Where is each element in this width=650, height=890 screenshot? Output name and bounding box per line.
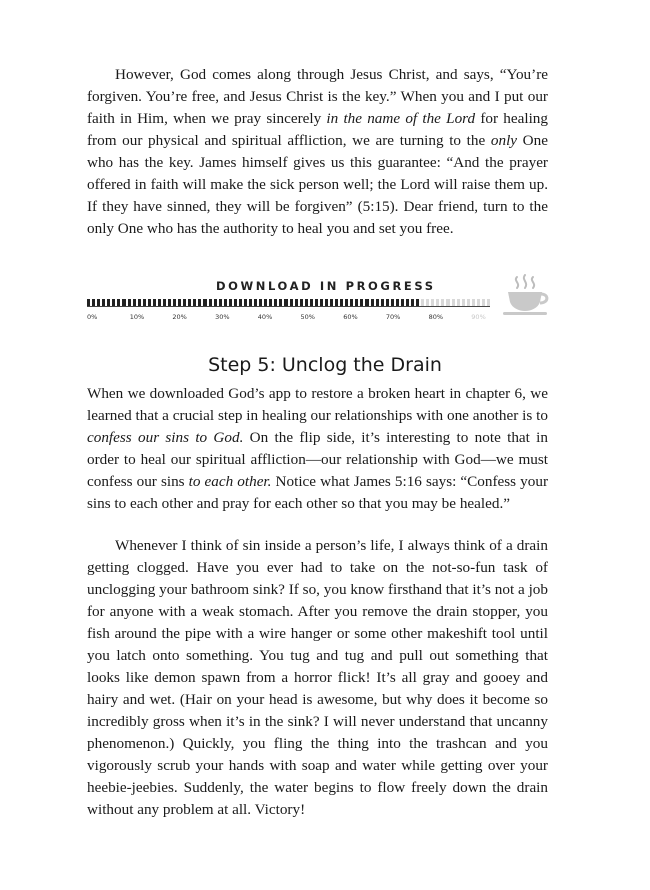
progress-segment	[335, 299, 338, 306]
progress-tick-label: 50%	[300, 313, 315, 321]
progress-segment	[203, 299, 206, 306]
progress-segment	[183, 299, 186, 306]
progress-segment	[355, 299, 358, 306]
progress-segment	[462, 299, 465, 306]
progress-tick-label: 60%	[343, 313, 358, 321]
progress-segment	[310, 299, 313, 306]
progress-segment	[290, 299, 293, 306]
progress-segment	[472, 299, 475, 306]
progress-segment	[441, 299, 444, 306]
progress-segment	[381, 299, 384, 306]
progress-segment	[188, 299, 191, 306]
progress-tick-label: 20%	[172, 313, 187, 321]
download-progress-title: DOWNLOAD IN PROGRESS	[216, 279, 436, 293]
progress-segment	[234, 299, 237, 306]
progress-tick-label: 30%	[215, 313, 230, 321]
progress-segment	[224, 299, 227, 306]
progress-segment	[143, 299, 146, 306]
progress-segment	[330, 299, 333, 306]
progress-segment	[350, 299, 353, 306]
progress-segment	[477, 299, 480, 306]
progress-segment	[300, 299, 303, 306]
progress-segment	[401, 299, 404, 306]
progress-segment	[371, 299, 374, 306]
progress-segment	[325, 299, 328, 306]
progress-segment	[107, 299, 110, 306]
progress-segment	[411, 299, 414, 306]
progress-segment	[386, 299, 389, 306]
progress-segment	[482, 299, 485, 306]
progress-segment	[112, 299, 115, 306]
progress-segment	[416, 299, 419, 306]
progress-segment	[279, 299, 282, 306]
progress-segment	[193, 299, 196, 306]
progress-segment	[365, 299, 368, 306]
progress-segment	[295, 299, 298, 306]
progress-segment	[168, 299, 171, 306]
progress-segment	[219, 299, 222, 306]
progress-segment	[92, 299, 95, 306]
progress-segment	[284, 299, 287, 306]
progress-bar	[87, 299, 490, 306]
text-run: On the flip side, it’s interesting to note that in order to heal our spiritual affliction—our relationship with God—we must confess our sins	[87, 429, 548, 490]
emphasis-text: confess our sins to God.	[87, 429, 244, 446]
progress-segment	[421, 299, 424, 306]
progress-segment	[269, 299, 272, 306]
progress-segment	[133, 299, 136, 306]
progress-segment	[178, 299, 181, 306]
progress-segment	[209, 299, 212, 306]
progress-segment	[254, 299, 257, 306]
progress-segment	[487, 299, 490, 306]
emphasis-text: only	[490, 132, 518, 149]
progress-segment	[264, 299, 267, 306]
progress-segment	[244, 299, 247, 306]
progress-tick-label: 10%	[129, 313, 145, 321]
progress-segment	[315, 299, 318, 306]
progress-segment	[259, 299, 262, 306]
progress-segment	[198, 299, 201, 306]
progress-segment	[229, 299, 232, 306]
progress-segment	[360, 299, 363, 306]
progress-segment	[426, 299, 429, 306]
progress-segment	[148, 299, 151, 306]
progress-segment	[153, 299, 156, 306]
progress-tick-label: 80%	[428, 313, 444, 321]
paragraph-faith	[87, 64, 548, 240]
progress-segment	[163, 299, 166, 306]
progress-tick-label: 40%	[257, 313, 273, 321]
progress-segment	[138, 299, 141, 306]
progress-segment	[320, 299, 323, 306]
paragraph-confess	[87, 383, 548, 515]
progress-segment	[305, 299, 308, 306]
progress-segment	[345, 299, 348, 306]
progress-segment	[173, 299, 176, 306]
progress-segment	[391, 299, 394, 306]
emphasis-text: to each other.	[188, 473, 272, 490]
progress-baseline	[87, 306, 490, 307]
progress-segment	[436, 299, 439, 306]
progress-tick-label: 0%	[87, 313, 98, 321]
coffee-cup-icon	[500, 274, 550, 318]
progress-segment	[467, 299, 470, 306]
paragraph-drain: Whenever I think of sin inside a person’s life, I always think of a drain getting clogged. Have you ever had to take on the not-so-fun task of unclogging your bathroom sink? If so, you know firsthand that it’s not a job for anyone with a weak stomach. After you remove the drain stopper, you fish around the pipe with a wire hanger or some other makeshift tool until you latch onto something. You tug and tug and pull out something that looks like demon spawn from a horror flick! It’s all gray and gooey and hairy and wet. (Hair on your head is awesome, but why does it become so incredibly gross when it’s in the sink? I will never understand that uncanny phenomenon.) Quickly, you fling the thing into the trashcan and you vigorously scrub your hands with soap and water while getting over your heebie-jeebies. Suddenly, the water begins to flow freely down the drain without any problem at all. Victory!	[87, 537, 548, 818]
text-run: However, God comes along through Jesus Christ, and says, “You’re forgiven. You’re free, and Jesus Christ is the key.” When you and I put our faith in Him, when we pray sincerely	[87, 66, 548, 127]
progress-segment	[87, 299, 90, 306]
emphasis-text: in the name of the Lord	[326, 110, 476, 127]
progress-segment	[102, 299, 105, 306]
progress-segment	[117, 299, 120, 306]
progress-segment	[340, 299, 343, 306]
progress-segment	[122, 299, 125, 306]
progress-tick-labels	[87, 313, 507, 323]
progress-segment	[431, 299, 434, 306]
progress-segment	[239, 299, 242, 306]
section-heading: Step 5: Unclog the Drain	[208, 354, 442, 376]
progress-segment	[457, 299, 460, 306]
progress-segment	[446, 299, 449, 306]
progress-segment	[249, 299, 252, 306]
progress-segment	[452, 299, 455, 306]
progress-segment	[128, 299, 131, 306]
progress-segment	[274, 299, 277, 306]
text-run: for healing from our physical and spiritual affliction, we are turning to the	[87, 110, 548, 149]
progress-segment	[158, 299, 161, 306]
progress-segment	[406, 299, 409, 306]
progress-segment	[396, 299, 399, 306]
text-run: Notice what James 5:16 says: “Confess your sins to each other and pray for each other so that you may be healed.”	[87, 473, 549, 512]
progress-tick-label: 90%	[471, 313, 486, 321]
progress-segment	[97, 299, 100, 306]
progress-segment	[376, 299, 379, 306]
progress-tick-label: 70%	[385, 313, 401, 321]
text-run: When we downloaded God’s app to restore a broken heart in chapter 6, we learned that a crucial step in healing our relationships with one another is to	[87, 385, 548, 424]
progress-segment	[214, 299, 217, 306]
text-run: One who has the key. James himself gives us this guarantee: “And the prayer offered in faith will make the sick person well; the Lord will raise them up. If they have sinned, they will be forgiven” (5:15). Dear friend, turn to the only One who has the authority to heal you and set you free.	[87, 132, 548, 237]
